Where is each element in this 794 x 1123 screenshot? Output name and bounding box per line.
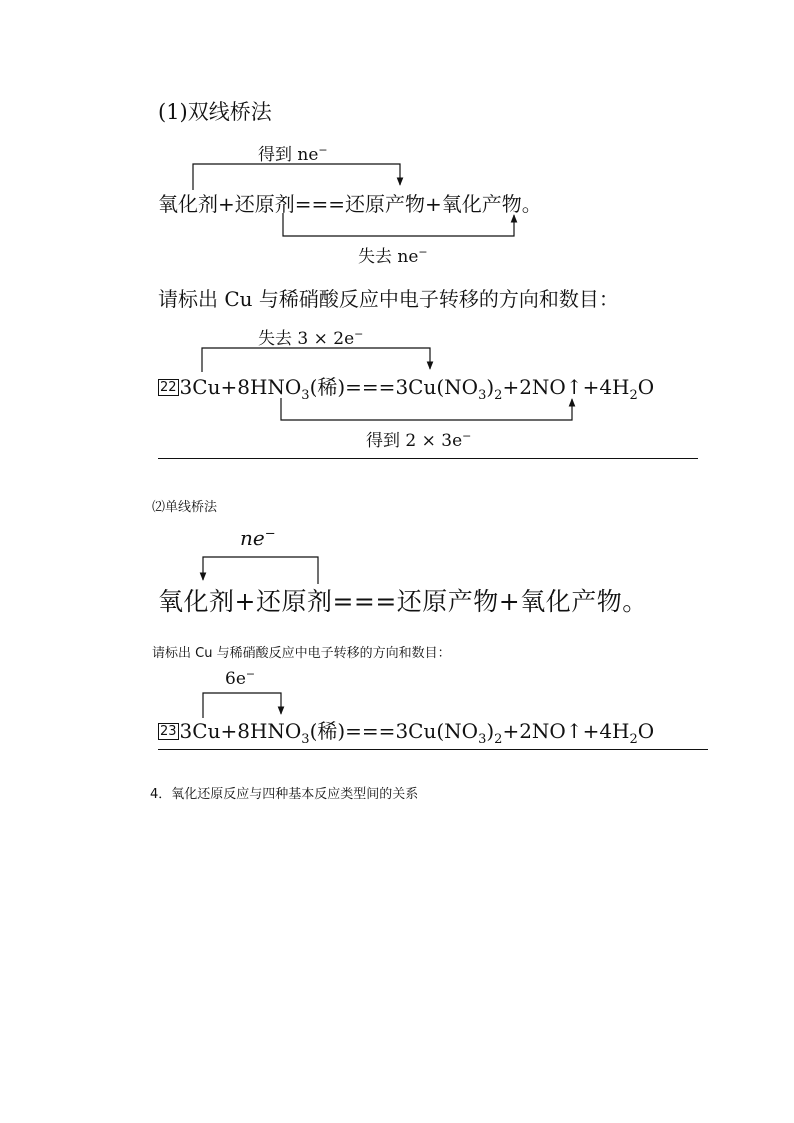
cu-nitric-equation-2: 23 $3Cu+8HNO_3$(稀)$===3Cu(NO_3)_2+2NO↑+4H_2O$ <box>160 719 655 747</box>
single-bridge-arrow <box>203 557 318 584</box>
question-badge-23: 23 <box>160 724 177 739</box>
general-redox-equation-2: 氧化剂+还原剂===还原产物+氧化产物。 <box>158 587 648 616</box>
electron-label-single: ne− <box>240 526 276 550</box>
cu-nitric-equation-1: 22 $3Cu+8HNO_3$(稀)$===3Cu(NO_3)_2+2NO↑+4H_2O$ <box>160 375 655 403</box>
gain-electron-label-cu: 得到 2 × 3e− <box>366 429 472 451</box>
heading-section-4: 4．氧化还原反应与四种基本反应类型间的关系 <box>150 787 419 802</box>
gain-electron-label: 得到 ne− <box>258 143 328 165</box>
question-prompt-1: 请标出 Cu 与稀硝酸反应中电子转移的方向和数目： <box>158 287 619 311</box>
loss-arrow-cu-top <box>202 348 430 372</box>
general-redox-equation-1: 氧化剂+还原剂===还原产物+氧化产物。 <box>158 192 542 216</box>
heading-single-bridge: ⑵单线桥法 <box>152 500 218 515</box>
single-bridge-arrow-cu <box>203 693 281 718</box>
gain-arrow-top <box>193 164 400 190</box>
question-badge-22: 22 <box>160 380 177 395</box>
loss-electron-label-cu: 失去 3 × 2e− <box>258 327 364 349</box>
electron-label-cu-single: 6e− <box>225 667 256 689</box>
gain-arrow-cu-bottom <box>281 398 572 420</box>
loss-arrow-bottom <box>283 213 514 236</box>
loss-electron-label: 失去 ne− <box>358 245 428 267</box>
heading-double-bridge: (1)双线桥法 <box>158 100 272 124</box>
question-prompt-2: 请标出 Cu 与稀硝酸反应中电子转移的方向和数目： <box>152 646 451 661</box>
